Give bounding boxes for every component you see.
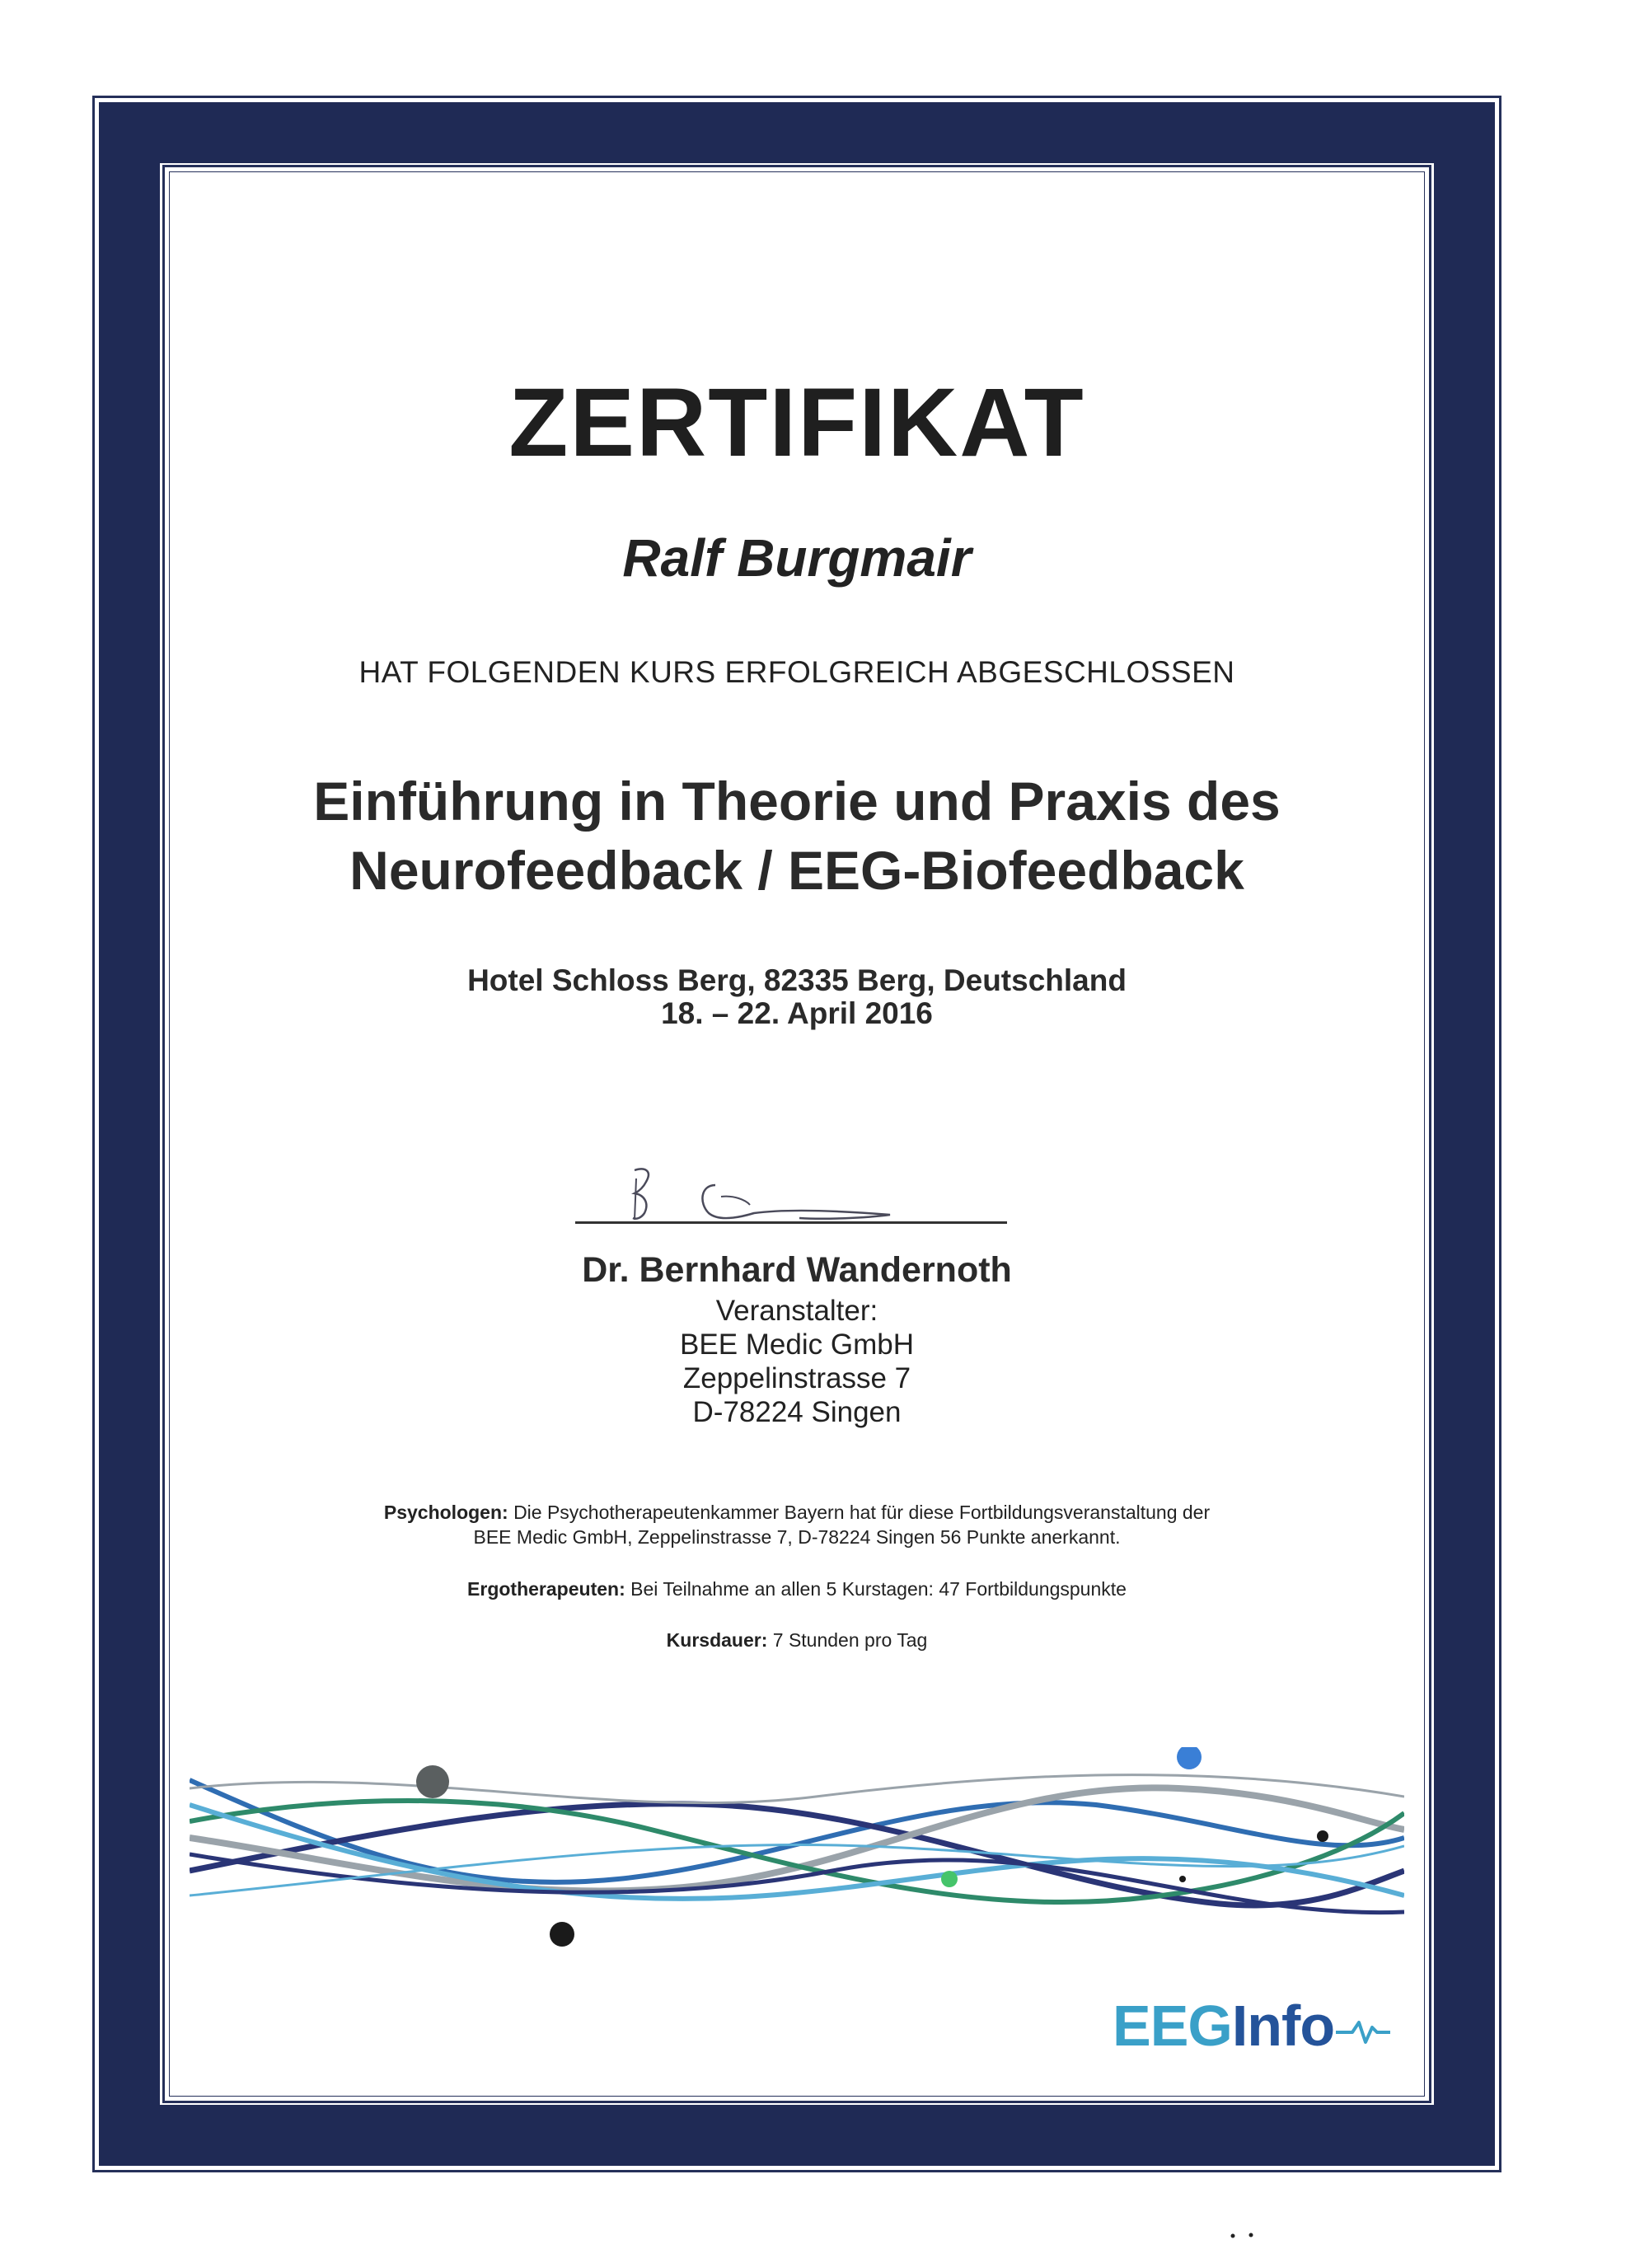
logo-info-text: Info (1231, 1994, 1335, 2058)
psychologists-text-1: Die Psychotherapeutenkammer Bayern hat für diese Fortbildungsveranstaltung der (513, 1502, 1211, 1523)
venue-block (173, 964, 1421, 1030)
ergotherapists-label: Ergotherapeuten: (467, 1578, 625, 1600)
course-title (173, 766, 1421, 905)
scan-specks (1230, 2232, 1263, 2240)
psychologists-note (173, 1500, 1421, 1549)
organizer-street: Zeppelinstrasse 7 (682, 1362, 911, 1394)
course-title-line-2: Neurofeedback / EEG-Biofeedback (349, 840, 1244, 901)
organizer-block (173, 1294, 1421, 1429)
venue-address: Hotel Schloss Berg, 82335 Berg, Deutschland (467, 963, 1127, 997)
handwritten-signature (577, 1146, 1005, 1244)
signer-name: Dr. Bernhard Wandernoth (582, 1250, 1012, 1290)
course-title-line-1: Einführung in Theorie und Praxis des (313, 771, 1281, 832)
organizer-label: Veranstalter: (715, 1295, 878, 1327)
completion-statement: HAT FOLGENDEN KURS ERFOLGREICH ABGESCHLOSSEN (358, 655, 1235, 689)
recipient-name: Ralf Burgmair (622, 528, 972, 588)
course-duration-note (173, 1628, 1421, 1652)
signature-line (575, 1221, 1007, 1224)
certificate-title: ZERTIFIKAT (508, 368, 1085, 477)
psychologists-text-2: BEE Medic GmbH, Zeppelinstrasse 7, D-78224 Singen 56 Punkte anerkannt. (473, 1526, 1121, 1548)
organizer-city: D-78224 Singen (692, 1396, 902, 1428)
certificate-content (173, 173, 1421, 2093)
course-dates: 18. – 22. April 2016 (661, 996, 933, 1030)
logo-eeg-text: EEG (1113, 1994, 1232, 2058)
pulse-icon (1334, 2014, 1392, 2047)
ergotherapists-text: Bei Teilnahme an allen 5 Kurstagen: 47 Fortbildungspunkte (630, 1578, 1127, 1600)
course-duration-text: 7 Stunden pro Tag (772, 1629, 928, 1651)
ergotherapists-note (173, 1577, 1421, 1601)
psychologists-label: Psychologen: (383, 1502, 508, 1523)
eeginfo-logo (1113, 1993, 1392, 2059)
course-duration-label: Kursdauer: (666, 1629, 768, 1651)
eeg-wave-decoration (190, 1747, 1404, 1994)
organizer-company: BEE Medic GmbH (680, 1328, 914, 1361)
